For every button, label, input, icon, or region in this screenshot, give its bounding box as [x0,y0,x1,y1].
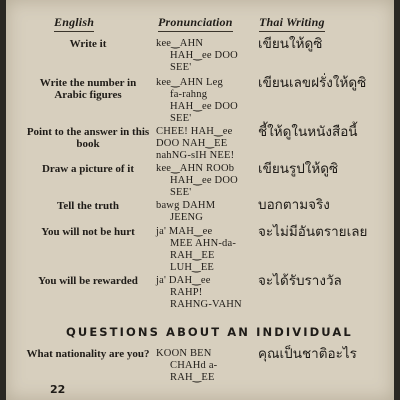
pronunciation-line: bawg DAHM [156,200,216,211]
phrase-english: Draw a picture of it [41,163,135,175]
phrase-thai: จะไม่มีอันตรายเลย [258,224,368,240]
column-header-english-label: English [54,15,95,29]
phrase-thai: ชี้ให้ดูในหนังสือนี้ [258,124,358,140]
pronunciation-line: SEE' [170,187,192,198]
phrase-pronunciation [156,163,261,199]
phrase-thai: เขียนเลขฝรั่งให้ดูซิ [258,75,367,91]
pronunciation-line: KOON BEN [156,348,212,359]
pronunciation-line: MEE AHN-da- [170,238,237,249]
pronunciation-line: SEE' [170,113,192,124]
pronunciation-line: RAH‿EE [170,250,215,261]
pronunciation-line: SEE' [170,62,192,73]
pronunciation-line: RAHNG-VAHN [170,299,242,310]
pronunciation-line: ja' DAH‿ee [156,275,211,286]
phrase-pronunciation [156,126,261,162]
pronunciation-line: HAH‿ee DOO [170,175,238,186]
phrase-english: You will be rewarded [38,275,138,287]
column-header-underline [54,31,94,32]
phrase-thai: จะได้รับรางวัล [258,273,342,289]
phrase-pronunciation [156,275,261,311]
phrase-thai: เขียนให้ดูซิ [258,36,323,52]
page-number: 22 [50,383,66,396]
phrase-english: Point to the answer in this book [26,126,150,150]
phrase-pronunciation [156,226,261,274]
pronunciation-line: JEENG [170,212,204,223]
section-heading: QUESTIONS ABOUT AN INDIVIDUAL [66,325,353,339]
pronunciation-line: ja' MAH‿ee [156,226,213,237]
pronunciation-line: CHAHd a- [170,360,218,371]
column-header-underline [259,31,325,32]
pronunciation-line: RAHP! [170,287,203,298]
column-header-thai-label: Thai Writing [259,15,325,29]
phrase-english: Tell the truth [57,200,119,212]
phrasebook-page [6,0,394,400]
phrase-english: Write the number in Arabic figures [39,77,137,101]
phrase-pronunciation [156,38,261,74]
pronunciation-line: nahNG-sIH NEE! [156,150,235,161]
question-thai: คุณเป็นชาติอะไร [258,346,357,362]
pronunciation-line: LUH‿EE [170,262,215,273]
column-header-underline [158,31,233,32]
pronunciation-line: CHEE! HAH‿ee [156,126,233,137]
column-header-pronunciation [158,15,233,32]
pronunciation-line: kee‿AHN [156,38,204,49]
pronunciation-line: HAH‿ee DOO [170,50,238,61]
pronunciation-line: fa-rahng [170,89,208,100]
question-pronunciation [156,348,261,384]
phrase-thai: บอกตามจริง [258,197,330,213]
phrase-pronunciation [156,200,261,224]
column-header-pronunciation-label: Pronunciation [158,15,233,29]
phrase-english: Write it [69,38,107,50]
question-english: What nationality are you? [26,348,150,360]
pronunciation-line: kee‿AHN Leg [156,77,223,88]
column-header-english [54,15,94,32]
phrase-pronunciation [156,77,261,125]
pronunciation-line: DOO NAH‿EE [156,138,228,149]
pronunciation-line: HAH‿ee DOO [170,101,238,112]
pronunciation-line: kee‿AHN ROOb [156,163,235,174]
pronunciation-line: RAH‿EE [170,372,215,383]
phrase-thai: เขียนรูปให้ดูซิ [258,161,339,177]
phrase-english: You will not be hurt [41,226,135,238]
column-header-thai [259,15,325,32]
